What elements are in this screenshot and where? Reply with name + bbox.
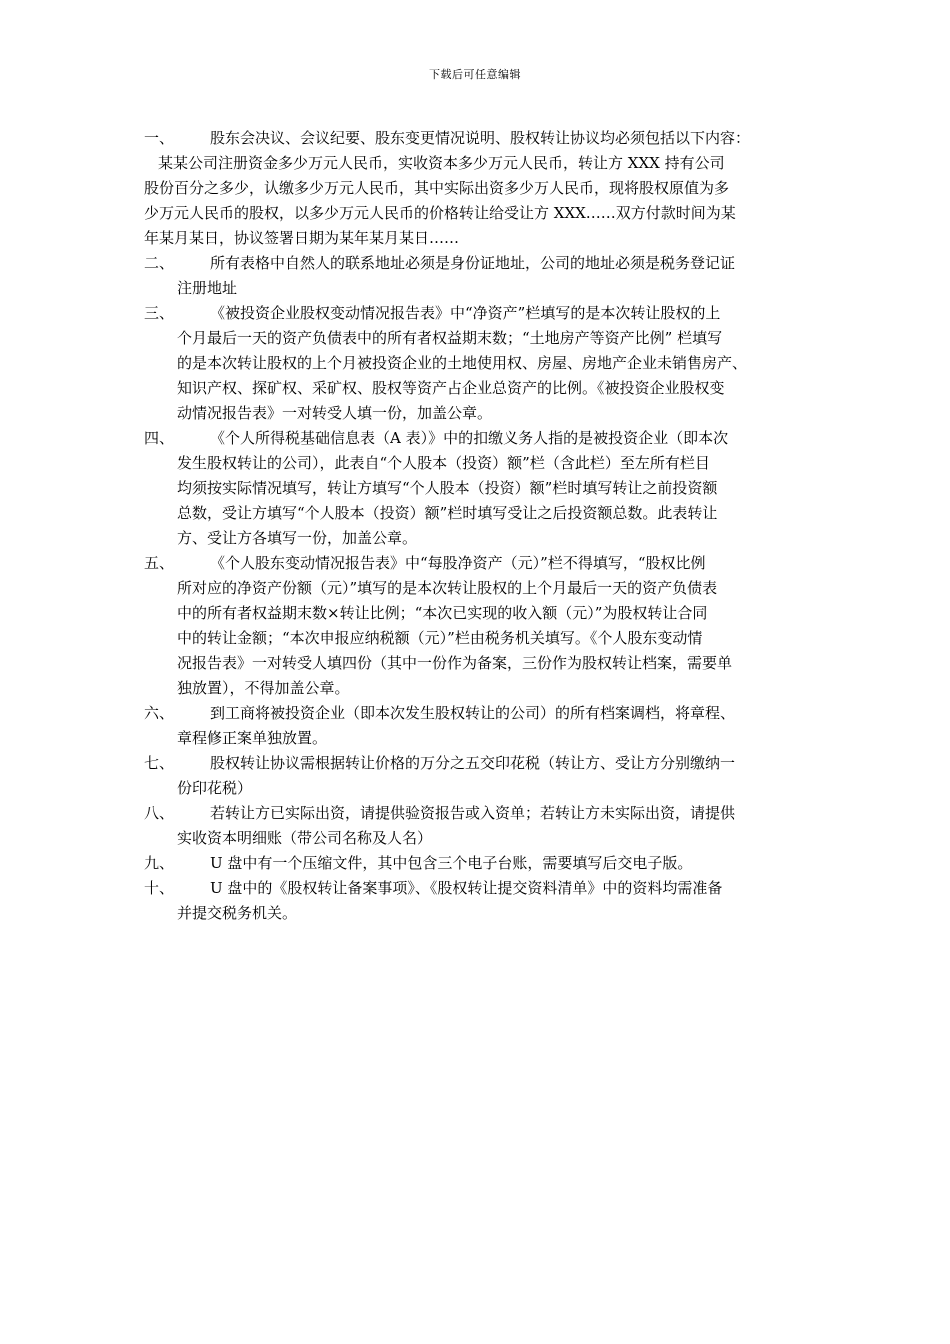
list-item-line: 独放置），不得加盖公章。 [177,679,350,697]
list-item-line: 方、受让方各填写一份，加盖公章。 [177,529,418,547]
list-item-number: 一、 [144,129,175,147]
paragraph-line: 股份百分之多少，认缴多少万元人民币，其中实际出资多少万人民币，现将股权原值为多 [144,179,730,197]
list-item-number: 八、 [144,804,175,822]
list-item-line: 章程修正案单独放置。 [177,729,328,747]
list-item-line: 份印花税） [177,779,253,797]
list-item-first-line: 《个人股东变动情况报告表》中“每股净资产（元）”栏不得填写，“股权比例 [210,554,706,572]
list-item-line: 总数，受让方填写“个人股本（投资）额”栏时填写受让之后投资额总数。此表转让 [177,504,718,522]
list-item [144,876,814,926]
list-item [144,426,814,551]
template-paragraph [144,151,814,251]
list-item-first-line: 股权转让协议需根据转让价格的万分之五交印花税（转让方、受让方分别缴纳一 [210,754,736,772]
list-item-line: 的是本次转让股权的上个月被投资企业的土地使用权、房屋、房地产企业未销售房产、 [177,354,748,372]
list-item-first-line: 到工商将被投资企业（即本次发生股权转让的公司）的所有档案调档，将章程、 [210,704,736,722]
list-item-first-line: 所有表格中自然人的联系地址必须是身份证地址，公司的地址必须是税务登记证 [210,254,736,272]
list-item-line: 中的所有者权益期末数×转让比例；“本次已实现的收入额（元）”为股权转让合同 [177,604,708,622]
document-body [144,126,814,926]
list-item-first-line: 《个人所得税基础信息表（A 表）》中的扣缴义务人指的是被投资企业（即本次 [210,429,729,447]
list-item-number: 六、 [144,704,175,722]
list-item-number: 二、 [144,254,175,272]
list-item [144,301,814,426]
list-item-line: 实收资本明细账（带公司名称及人名） [177,829,433,847]
list-item-line: 动情况报告表》一对转受人填一份，加盖公章。 [177,404,493,422]
paragraph-line: 年某月某日，协议签署日期为某年某月某日…… [144,229,460,247]
list-item-line: 均须按实际情况填写，转让方填写“个人股本（投资）额”栏时填写转让之前投资额 [177,479,718,497]
list-item-first-line: 《被投资企业股权变动情况报告表》中“净资产”栏填写的是本次转让股权的上 [210,304,721,322]
list-item [144,701,814,751]
list-item-line: 个月最后一天的资产负债表中的所有者权益期末数；“土地房产等资产比例” 栏填写 [177,329,723,347]
list-item-number: 四、 [144,429,175,447]
list-item [144,851,814,876]
list-item-first-line: 股东会决议、会议纪要、股东变更情况说明、股权转让协议均必须包括以下内容： [210,129,751,147]
list-item-first-line: U 盘中有一个压缩文件，其中包含三个电子台账，需要填写后交电子版。 [210,854,693,872]
list-item [144,551,814,701]
page-header: 下载后可任意编辑 [429,68,521,81]
list-item-line: 知识产权、探矿权、采矿权、股权等资产占企业总资产的比例。《被投资企业股权变 [177,379,725,397]
list-item-number: 十、 [144,879,175,897]
list-item-first-line: U 盘中的《股权转让备案事项》、《股权转让提交资料清单》中的资料均需准备 [210,879,723,897]
list-item [144,751,814,801]
list-item-number: 九、 [144,854,175,872]
list-item-number: 五、 [144,554,175,572]
list-item-line: 发生股权转让的公司），此表自“个人股本（投资）额”栏（含此栏）至左所有栏目 [177,454,710,472]
list-item [144,801,814,851]
list-item-line: 中的转让金额；“本次申报应纳税额（元）”栏由税务机关填写。《个人股东变动情 [177,629,703,647]
paragraph-line: 少万元人民币的股权，以多少万元人民币的价格转让给受让方 XXX……双方付款时间为某 [144,204,736,222]
list-item-line: 所对应的净资产份额（元）”填写的是本次转让股权的上个月最后一天的资产负债表 [177,579,718,597]
list-item-number: 三、 [144,304,175,322]
list-item-line: 注册地址 [177,279,238,297]
list-item [144,126,814,151]
list-item-first-line: 若转让方已实际出资，请提供验资报告或入资单；若转让方未实际出资，请提供 [210,804,736,822]
list-item-line: 并提交税务机关。 [177,904,298,922]
list-item-line: 况报告表》一对转受人填四份（其中一份作为备案，三份作为股权转让档案，需要单 [177,654,733,672]
paragraph-line: 某某公司注册资金多少万元人民币，实收资本多少万元人民币，转让方 XXX 持有公司 [158,154,725,172]
list-item [144,251,814,301]
list-item-number: 七、 [144,754,175,772]
